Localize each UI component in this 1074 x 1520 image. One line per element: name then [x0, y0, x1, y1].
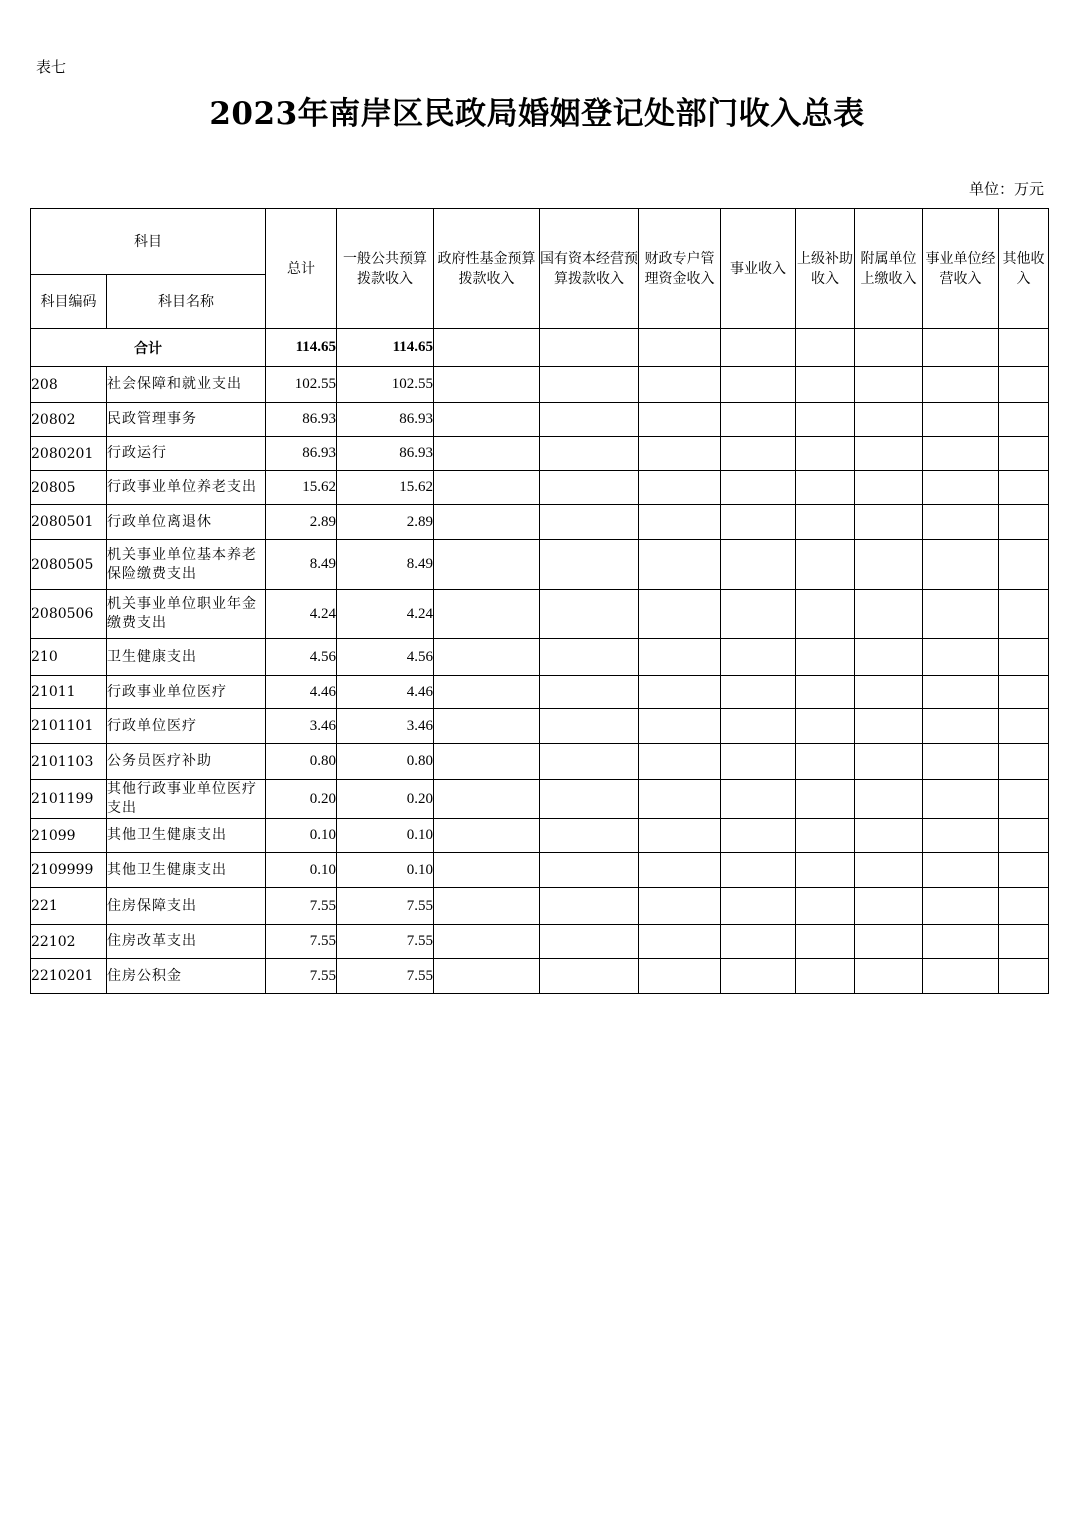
row-general: 86.93: [337, 437, 434, 471]
header-affiliated-payment: 附属单位上缴收入: [855, 209, 923, 329]
row-code: 2101101: [31, 709, 107, 744]
row-code: 2080501: [31, 505, 107, 540]
row-general: 86.93: [337, 403, 434, 437]
row-code: 2109999: [31, 853, 107, 888]
row-general: 0.10: [337, 853, 434, 888]
row-total: 4.46: [266, 676, 337, 709]
table-row: [31, 505, 1049, 540]
row-total: 15.62: [266, 471, 337, 505]
row-name: 行政运行: [107, 437, 266, 471]
row-total: 0.10: [266, 819, 337, 853]
row-general: 7.55: [337, 925, 434, 959]
table-row: [31, 744, 1049, 780]
row-total: 86.93: [266, 437, 337, 471]
header-general-budget: 一般公共预算拨款收入: [337, 209, 434, 329]
table-row: [31, 437, 1049, 471]
row-code: 20805: [31, 471, 107, 505]
total-row: [31, 329, 1049, 367]
row-name: 住房改革支出: [107, 925, 266, 959]
table-row: [31, 888, 1049, 925]
table-row: [31, 780, 1049, 819]
row-total: 86.93: [266, 403, 337, 437]
table-row: [31, 709, 1049, 744]
row-code: 210: [31, 639, 107, 676]
table-row: [31, 540, 1049, 590]
table-row: [31, 590, 1049, 639]
table-number-label: 表七: [36, 58, 67, 76]
table-row: [31, 639, 1049, 676]
row-name: 其他卫生健康支出: [107, 853, 266, 888]
row-total: 3.46: [266, 709, 337, 744]
row-code: 2080506: [31, 590, 107, 639]
row-name: 民政管理事务: [107, 403, 266, 437]
row-general: 7.55: [337, 888, 434, 925]
row-code: 2101199: [31, 780, 107, 819]
row-code: 21099: [31, 819, 107, 853]
row-name: 卫生健康支出: [107, 639, 266, 676]
row-total: 8.49: [266, 540, 337, 590]
total-total: 114.65: [266, 329, 337, 367]
header-state-capital: 国有资本经营预算拨款收入: [540, 209, 639, 329]
header-subject-code: 科目编码: [31, 275, 107, 329]
row-name: 行政事业单位养老支出: [107, 471, 266, 505]
total-label: 合计: [31, 329, 266, 367]
table-row: [31, 853, 1049, 888]
table-row: [31, 403, 1049, 437]
header-higher-subsidy: 上级补助收入: [796, 209, 855, 329]
row-total: 4.24: [266, 590, 337, 639]
row-general: 15.62: [337, 471, 434, 505]
row-code: 2080201: [31, 437, 107, 471]
page-title: 2023年南岸区民政局婚姻登记处部门收入总表: [209, 96, 865, 132]
row-code: 21011: [31, 676, 107, 709]
row-general: 8.49: [337, 540, 434, 590]
row-code: 208: [31, 367, 107, 403]
row-total: 0.20: [266, 780, 337, 819]
unit-label: 单位：万元: [968, 180, 1044, 198]
header-gov-fund: 政府性基金预算拨款收入: [434, 209, 540, 329]
row-name: 公务员医疗补助: [107, 744, 266, 780]
row-name: 行政事业单位医疗: [107, 676, 266, 709]
header-business-income: 事业收入: [721, 209, 796, 329]
row-general: 0.80: [337, 744, 434, 780]
row-general: 3.46: [337, 709, 434, 744]
row-general: 4.56: [337, 639, 434, 676]
row-total: 7.55: [266, 925, 337, 959]
row-general: 2.89: [337, 505, 434, 540]
row-name: 住房公积金: [107, 959, 266, 994]
header-other-income: 其他收入: [999, 209, 1049, 329]
table-row: [31, 471, 1049, 505]
row-name: 行政单位离退休: [107, 505, 266, 540]
row-total: 7.55: [266, 959, 337, 994]
row-total: 7.55: [266, 888, 337, 925]
row-general: 4.24: [337, 590, 434, 639]
row-code: 2210201: [31, 959, 107, 994]
row-code: 2080505: [31, 540, 107, 590]
row-total: 0.80: [266, 744, 337, 780]
row-code: 22102: [31, 925, 107, 959]
row-name: 社会保障和就业支出: [107, 367, 266, 403]
header-subject-name: 科目名称: [107, 275, 266, 329]
table-row: [31, 367, 1049, 403]
row-total: 2.89: [266, 505, 337, 540]
row-code: 2101103: [31, 744, 107, 780]
row-total: 0.10: [266, 853, 337, 888]
row-general: 0.10: [337, 819, 434, 853]
row-name: 行政单位医疗: [107, 709, 266, 744]
row-general: 4.46: [337, 676, 434, 709]
header-subject: 科目: [31, 209, 266, 275]
row-name: 住房保障支出: [107, 888, 266, 925]
row-name: 其他行政事业单位医疗支出: [107, 780, 266, 819]
table-row: [31, 819, 1049, 853]
row-name: 机关事业单位职业年金缴费支出: [107, 590, 266, 639]
income-summary-table: [30, 208, 1049, 994]
row-name: 机关事业单位基本养老保险缴费支出: [107, 540, 266, 590]
table-row: [31, 959, 1049, 994]
row-code: 20802: [31, 403, 107, 437]
table-row: [31, 676, 1049, 709]
row-general: 0.20: [337, 780, 434, 819]
table-row: [31, 925, 1049, 959]
header-fiscal-special: 财政专户管理资金收入: [639, 209, 721, 329]
row-code: 221: [31, 888, 107, 925]
row-total: 102.55: [266, 367, 337, 403]
row-name: 其他卫生健康支出: [107, 819, 266, 853]
row-total: 4.56: [266, 639, 337, 676]
header-total: 总计: [266, 209, 337, 329]
row-general: 102.55: [337, 367, 434, 403]
row-general: 7.55: [337, 959, 434, 994]
total-general: 114.65: [337, 329, 434, 367]
header-business-operation: 事业单位经营收入: [923, 209, 999, 329]
